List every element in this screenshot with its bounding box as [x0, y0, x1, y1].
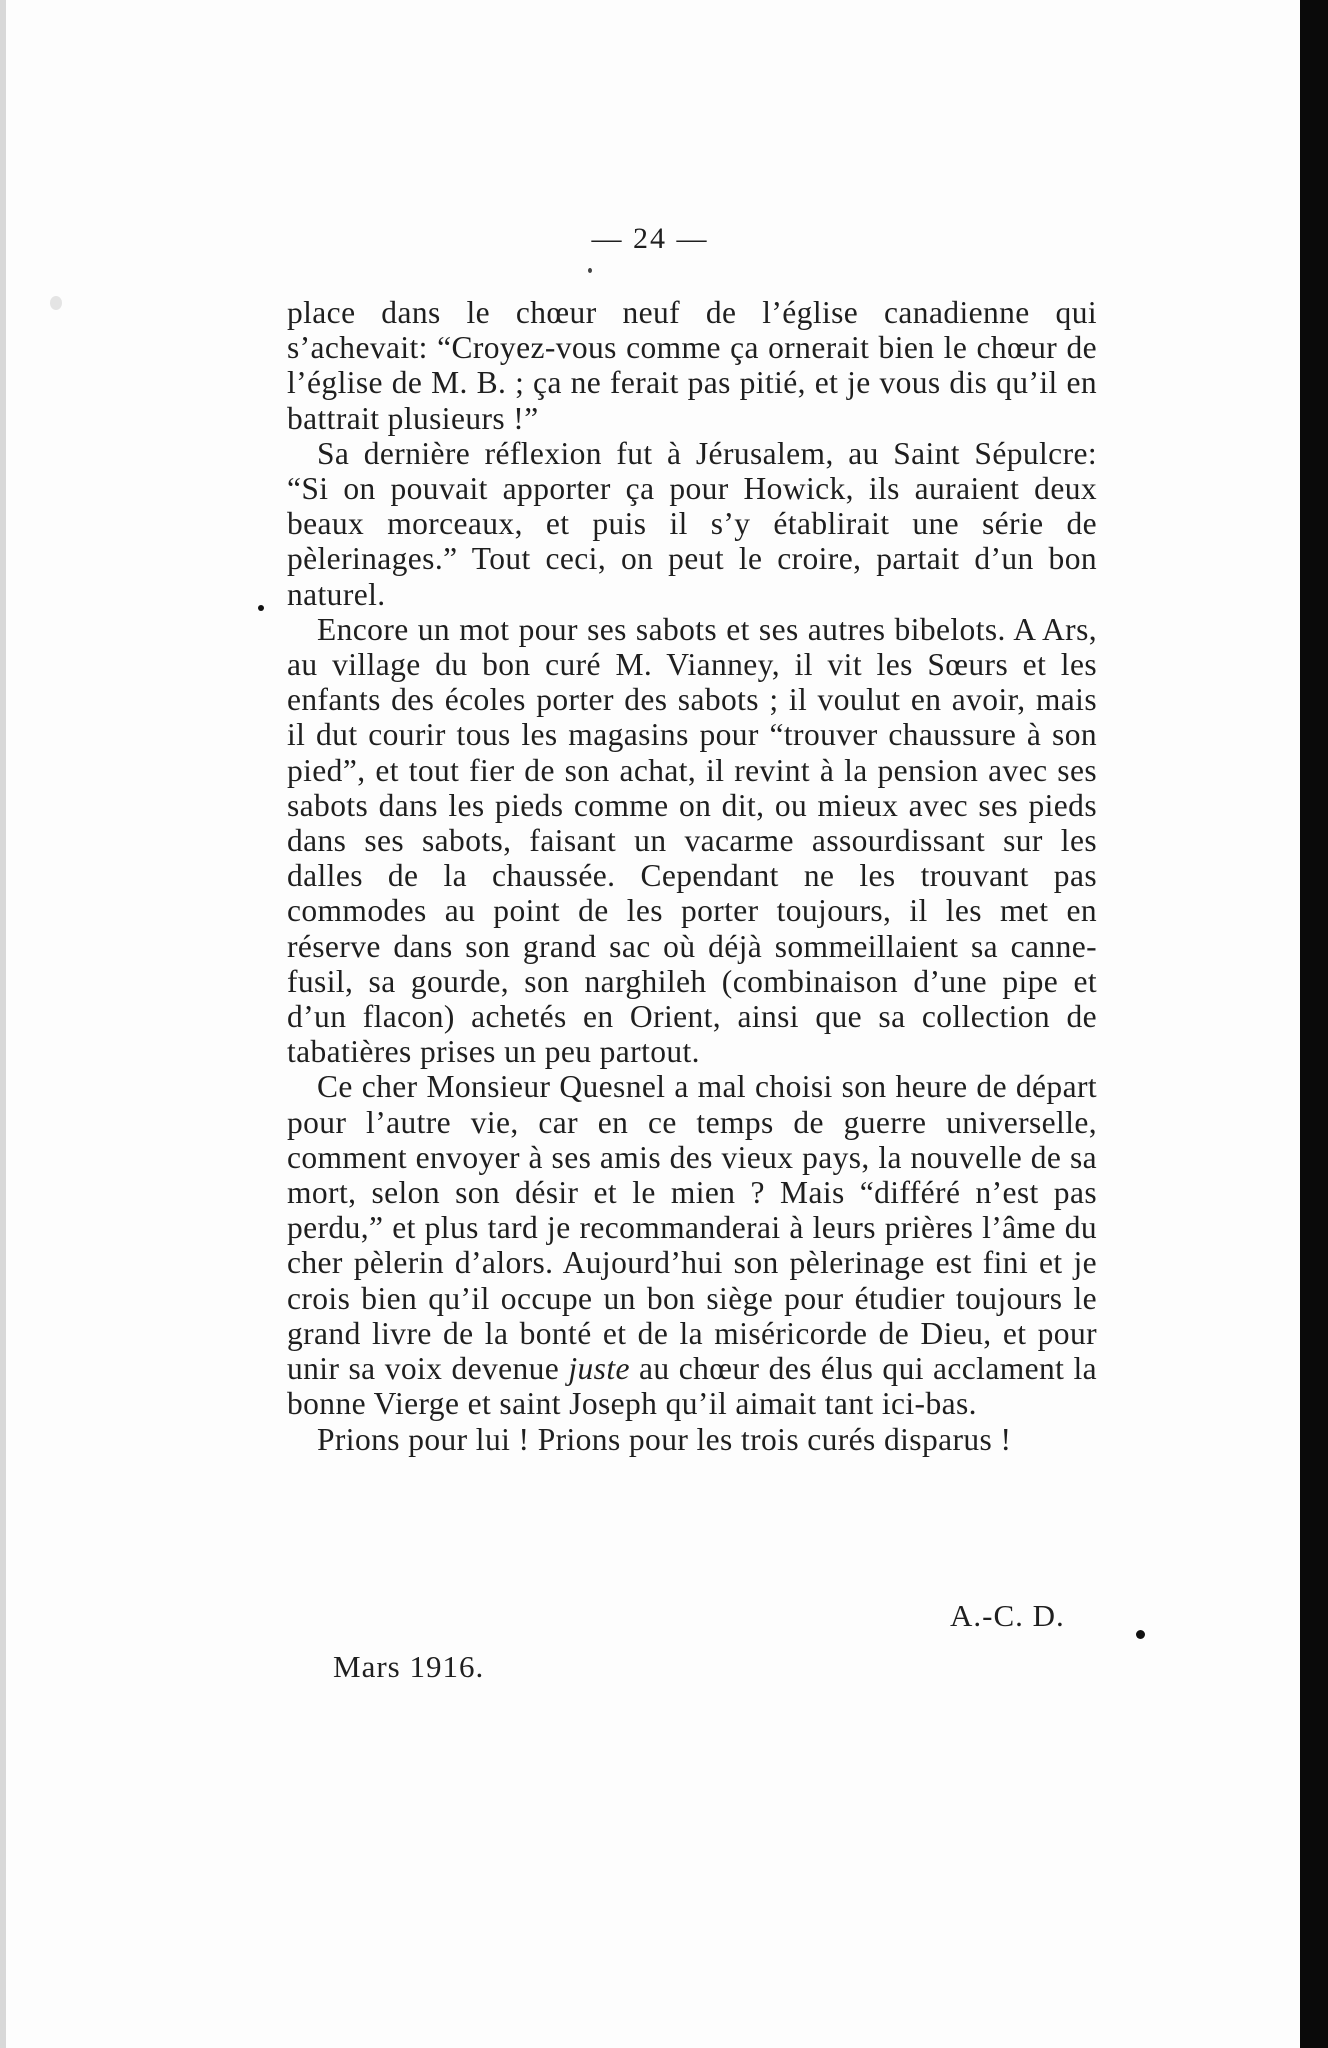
body-text [287, 295, 1097, 1457]
paragraph-jerusalem: Sa dernière réflexion fut à Jérusalem, au Saint Sépulcre: “Si on pouvait apporter ça pour Howick, ils auraient deux beaux morceaux, et puis il s’y établirait une série de pèlerinages.” Tout ceci, on peut le croire, partait d’un bon naturel. [287, 435, 1097, 612]
paragraph-continuation: place dans le chœur neuf de l’église canadienne qui s’achevait: “Croyez-vous comme ça ornerait bien le chœur de l’église de M. B. ; ça ne ferait pas pitié, et je vous dis qu’il en battrait plusieurs !” [287, 295, 1097, 436]
paragraph-sabots: Encore un mot pour ses sabots et ses autres bibelots. A Ars, au village du bon curé M. Vianney, il vit les Sœurs et les enfants des écoles porter des sabots ; il voulut en avoir, mais il dut courir tous les magasins pour “trouver chaussure à son pied”, et tout fier de son achat, il revint à la pension avec ses sabots dans les pieds comme on dit, ou mieux avec ses pieds dans ses sabots, faisant un vacarme assourdissant sur les dalles de la chaussée. Cependant ne les trouvant pas commodes au point de les porter toujours, il les met en réserve dans son grand sac où déjà sommeillaient sa canne-fusil, sa gourde, son narghileh (combinaison d’une pipe et d’un flacon) achetés en Orient, ainsi que sa collection de tabatières prises un peu partout. [287, 611, 1097, 1070]
scan-speck [588, 268, 592, 273]
paragraph-depart [287, 1069, 1097, 1421]
scan-speck [258, 605, 264, 611]
scan-speck [1136, 1630, 1145, 1639]
dateline: Mars 1916. [333, 1649, 485, 1684]
italic-word-juste: juste [568, 1351, 630, 1387]
signature: A.-C. D. [950, 1598, 1065, 1633]
scan-right-edge [1300, 0, 1328, 2048]
paragraph-depart-text: Ce cher Monsieur Quesnel a mal choisi son heure de départ pour l’autre vie, car en ce temps de guerre universelle, comment envoyer à ses amis des vieux pays, la nouvelle de sa mort, selon son désir et le mien ? Mais “différé n’est pas perdu,” et plus tard je recommanderai à leurs prières l’âme du cher pèlerin d’alors. Aujourd’hui son pèlerinage est fini et je crois bien qu’il occupe un bon siège pour étudier toujours le grand livre de la bonté et de la miséricorde de Dieu, et pour unir sa voix devenue [287, 1069, 1097, 1387]
page-number: — 24 — [591, 222, 709, 255]
paragraph-depart-end: au chœur des élus qui acclament la bonne Vierge et saint Joseph qu’il aimait tant ici-bas. [287, 1351, 1097, 1422]
scan-smudge [50, 296, 62, 310]
paragraph-prayer: Prions pour lui ! Prions pour les trois curés disparus ! [317, 1421, 1012, 1457]
scan-left-edge [0, 0, 6, 2048]
